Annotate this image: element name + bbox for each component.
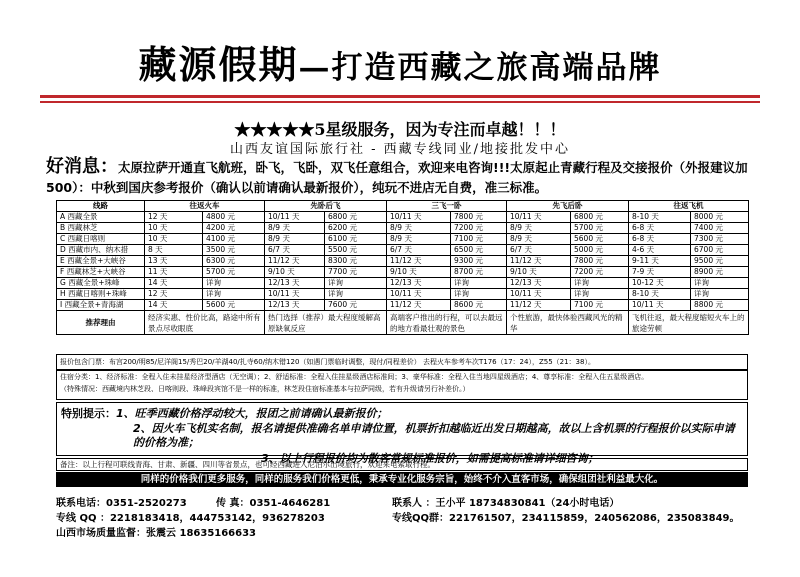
table-cell: 7800 元 xyxy=(451,212,507,223)
table-row xyxy=(57,289,749,300)
table-cell: 7300 元 xyxy=(691,234,749,245)
table-cell: 8/9 天 xyxy=(265,234,325,245)
table-cell: 9/10 天 xyxy=(507,267,571,278)
table-row xyxy=(57,212,749,223)
route-name-cell: I 西藏全景+青海湖 xyxy=(57,300,145,311)
contact-fax: 传 真：0351-4646281 xyxy=(216,498,331,509)
table-cell: 10/11 天 xyxy=(265,212,325,223)
table-cell: 11/12 天 xyxy=(387,300,451,311)
news-label: 好消息： xyxy=(46,156,118,177)
news-text: 太原拉萨开通直飞航班，卧飞，飞卧，双飞任意组合，欢迎来电咨询!!!太原起止青藏行程及交接报价（外报建议加500）：中秋到国庆参考报价（确认以前请确认最新报价），纯玩不进店无自费，准三标准。 xyxy=(46,160,748,195)
table-row xyxy=(57,300,749,311)
tip-line-3: 3、以上行程报价均为散客常规标准报价，如需提高标准请详细咨询； xyxy=(261,452,599,465)
route-name-cell: A 西藏全景 xyxy=(57,212,145,223)
contact-phone: 联系电话：0351-2520273 xyxy=(56,498,187,509)
tip-line-1: 1、旺季西藏价格浮动较大，报团之前请确认最新报价； xyxy=(116,407,388,420)
table-cell: 8000 元 xyxy=(691,212,749,223)
table-cell: 12 天 xyxy=(145,212,203,223)
recommend-fly-train: 个性旅游，最快体验西藏风光的精华 xyxy=(507,311,629,335)
table-cell: 12/13 天 xyxy=(265,278,325,289)
table-cell: 10 天 xyxy=(145,223,203,234)
table-cell: 9/10 天 xyxy=(387,267,451,278)
table-cell: 8 天 xyxy=(145,245,203,256)
table-cell: 详询 xyxy=(691,278,749,289)
table-cell: 5600 元 xyxy=(571,234,629,245)
brand-slogan: —打造西藏之旅高端品牌 xyxy=(298,50,662,86)
table-cell: 7200 元 xyxy=(571,267,629,278)
table-cell: 4100 元 xyxy=(203,234,265,245)
table-cell: 6/7 天 xyxy=(265,245,325,256)
recommend-three-fly: 高端客户推出的行程，可以去最远的地方看最壮观的景色 xyxy=(387,311,507,335)
table-cell: 11/12 天 xyxy=(507,256,571,267)
price-table xyxy=(56,200,749,335)
table-cell: 详询 xyxy=(571,289,629,300)
route-name-cell: D 西藏市内、纳木措 xyxy=(57,245,145,256)
table-row xyxy=(57,278,749,289)
star-tagline: ★★★★★5星级服务，因为专注而卓越！！！ xyxy=(234,120,566,139)
table-cell: 12/13 天 xyxy=(507,278,571,289)
table-cell: 详询 xyxy=(451,289,507,300)
table-cell: 6-8 天 xyxy=(629,234,691,245)
table-cell: 9-11 天 xyxy=(629,256,691,267)
table-cell: 8700 元 xyxy=(451,267,507,278)
route-name-cell: G 西藏全景+珠峰 xyxy=(57,278,145,289)
table-cell: 8300 元 xyxy=(325,256,387,267)
table-cell: 10 天 xyxy=(145,234,203,245)
table-cell: 详询 xyxy=(203,289,265,300)
table-cell: 8600 元 xyxy=(451,300,507,311)
table-cell: 7200 元 xyxy=(451,223,507,234)
table-cell: 6500 元 xyxy=(451,245,507,256)
title-rule-bottom xyxy=(40,101,760,103)
table-cell: 5000 元 xyxy=(571,245,629,256)
col-header-route: 线路 xyxy=(57,201,145,212)
standard-line: 住宿分类：1、经济标准：全程入住未挂星经济型酒店（无空调）；2、舒适标准：全程入住挂星级酒店标准间；3、豪华标准：全程入住当地四星级酒店；4、尊享标准：全程入住五星级酒店。 xyxy=(60,373,649,381)
table-cell: 6-8 天 xyxy=(629,223,691,234)
table-cell: 6/7 天 xyxy=(387,245,451,256)
table-cell: 11/12 天 xyxy=(265,256,325,267)
table-cell: 7100 元 xyxy=(451,234,507,245)
table-cell: 6300 元 xyxy=(203,256,265,267)
table-cell: 11 天 xyxy=(145,267,203,278)
table-row xyxy=(57,256,749,267)
table-cell: 详询 xyxy=(691,289,749,300)
price-rows xyxy=(57,212,749,311)
col-header-fly-train: 先飞后卧 xyxy=(507,201,629,212)
table-cell: 7600 元 xyxy=(325,300,387,311)
col-header-flight: 往返飞机 xyxy=(629,201,749,212)
table-cell: 7-9 天 xyxy=(629,267,691,278)
table-cell: 5600 元 xyxy=(203,300,265,311)
title-rule-top xyxy=(40,95,760,98)
route-name-cell: E 西藏全景+大峡谷 xyxy=(57,256,145,267)
page-title xyxy=(0,40,800,93)
table-cell: 4200 元 xyxy=(203,223,265,234)
tips-label: 特别提示： xyxy=(61,407,116,420)
table-cell: 详询 xyxy=(325,289,387,300)
contact-qq: 专线 QQ ：2218183418，444753142，936278203 xyxy=(56,513,325,524)
table-cell: 8/9 天 xyxy=(507,234,571,245)
table-cell: 10/11 天 xyxy=(387,212,451,223)
table-cell: 4800 元 xyxy=(203,212,265,223)
table-cell: 9300 元 xyxy=(451,256,507,267)
table-cell: 6/7 天 xyxy=(507,245,571,256)
table-cell: 4-6 天 xyxy=(629,245,691,256)
table-cell: 详询 xyxy=(325,278,387,289)
table-cell: 14 天 xyxy=(145,300,203,311)
table-cell: 6200 元 xyxy=(325,223,387,234)
table-cell: 8-10 天 xyxy=(629,289,691,300)
table-cell: 10/11 天 xyxy=(507,289,571,300)
table-cell: 11/12 天 xyxy=(387,256,451,267)
table-cell: 8/9 天 xyxy=(387,223,451,234)
table-cell: 12/13 天 xyxy=(387,278,451,289)
contact-supervisor: 山西市场质量监督：张震云 18635166633 xyxy=(56,528,257,539)
table-cell: 6100 元 xyxy=(325,234,387,245)
table-cell: 11/12 天 xyxy=(507,300,571,311)
col-header-train: 往返火车 xyxy=(145,201,265,212)
route-name-cell: B 西藏林芝 xyxy=(57,223,145,234)
table-cell: 8900 元 xyxy=(691,267,749,278)
recommend-train-fly: 热门选择（推荐）最大程度缓解高原缺氧反应 xyxy=(265,311,387,335)
table-cell: 3500 元 xyxy=(203,245,265,256)
table-cell: 5700 元 xyxy=(571,223,629,234)
table-cell: 8-10 天 xyxy=(629,212,691,223)
remark: 备注：以上行程可联线青海、甘肃、新疆、四川等省景点，也可经西藏进入尼泊尔出境旅行，欢迎来电索取行程。 xyxy=(56,458,748,471)
table-cell: 8/9 天 xyxy=(387,234,451,245)
table-cell: 7700 元 xyxy=(325,267,387,278)
col-header-three-fly: 三飞一卧 xyxy=(387,201,507,212)
table-cell: 10/11 天 xyxy=(629,300,691,311)
table-cell: 5500 元 xyxy=(325,245,387,256)
table-cell: 12 天 xyxy=(145,289,203,300)
standard-note xyxy=(56,370,748,400)
table-cell: 7400 元 xyxy=(691,223,749,234)
table-cell: 5700 元 xyxy=(203,267,265,278)
special-line: （特殊情况：西藏境内林芝段、日喀则段、珠峰段宾馆不是一样的标准，林芝段住宿标准基本与拉萨同级，若有升级请另行补差价。） xyxy=(60,385,470,393)
route-name-cell: H 西藏日喀则+珠峰 xyxy=(57,289,145,300)
table-cell: 13 天 xyxy=(145,256,203,267)
table-cell: 6700 元 xyxy=(691,245,749,256)
table-cell: 10/11 天 xyxy=(507,212,571,223)
table-cell: 详询 xyxy=(203,278,265,289)
table-cell: 9500 元 xyxy=(691,256,749,267)
table-row xyxy=(57,223,749,234)
table-cell: 10-12 天 xyxy=(629,278,691,289)
table-header-row xyxy=(57,201,749,212)
recommend-flight: 飞机往返，最大程度缩短火车上的旅途劳顿 xyxy=(629,311,749,335)
table-cell: 详询 xyxy=(451,278,507,289)
table-cell: 8800 元 xyxy=(691,300,749,311)
table-cell: 14 天 xyxy=(145,278,203,289)
table-cell: 7800 元 xyxy=(571,256,629,267)
service-banner: 同样的价格我们更多服务，同样的服务我们价格更低，秉承专业化服务宗旨，始终不介入直客市场，确保组团社利益最大化。 xyxy=(56,472,748,487)
table-cell: 6800 元 xyxy=(325,212,387,223)
col-header-train-fly: 先卧后飞 xyxy=(265,201,387,212)
table-cell: 10/11 天 xyxy=(387,289,451,300)
recommend-label: 推荐理由 xyxy=(57,311,145,335)
route-name-cell: F 西藏林芝+大峡谷 xyxy=(57,267,145,278)
recommend-train: 经济实惠、性价比高，路途中所有景点尽收眼底 xyxy=(145,311,265,335)
tip-line-2: 2、因火车飞机实名制，报名请提供准确名单申请位置，机票折扣越临近出发日期越高，故以上含机票的行程报价以实际申请的价格为准； xyxy=(133,422,735,449)
table-cell: 6800 元 xyxy=(571,212,629,223)
table-cell: 8/9 天 xyxy=(265,223,325,234)
contact-qq-group: 专线QQ群：221761507，234115859，240562086，235083849。 xyxy=(392,513,740,524)
table-cell: 详询 xyxy=(571,278,629,289)
table-cell: 7100 元 xyxy=(571,300,629,311)
table-row xyxy=(57,234,749,245)
recommend-row xyxy=(57,311,749,335)
table-row xyxy=(57,267,749,278)
price-note: 报价包含门票：布宫200/明85/尼洋阁15/秀巴20/羊湖40/扎寺60/纳木错120（如遇门票临时调整，现付/同程差价） 去程火车参考车次T176（17：24），Z55（21：38）。 xyxy=(56,354,748,370)
brand-name: 藏源假期 xyxy=(138,42,299,87)
route-name-cell: C 西藏日喀则 xyxy=(57,234,145,245)
contact-person: 联系人 ：王小平 18734830841（24小时电话） xyxy=(392,498,620,509)
table-cell: 10/11 天 xyxy=(265,289,325,300)
table-cell: 9/10 天 xyxy=(265,267,325,278)
table-row xyxy=(57,245,749,256)
news-block xyxy=(46,157,758,198)
table-cell: 8/9 天 xyxy=(507,223,571,234)
agency-name: 山西友谊国际旅行社 - 西藏专线同业/地接批发中心 xyxy=(229,142,571,157)
table-cell: 12/13 天 xyxy=(265,300,325,311)
